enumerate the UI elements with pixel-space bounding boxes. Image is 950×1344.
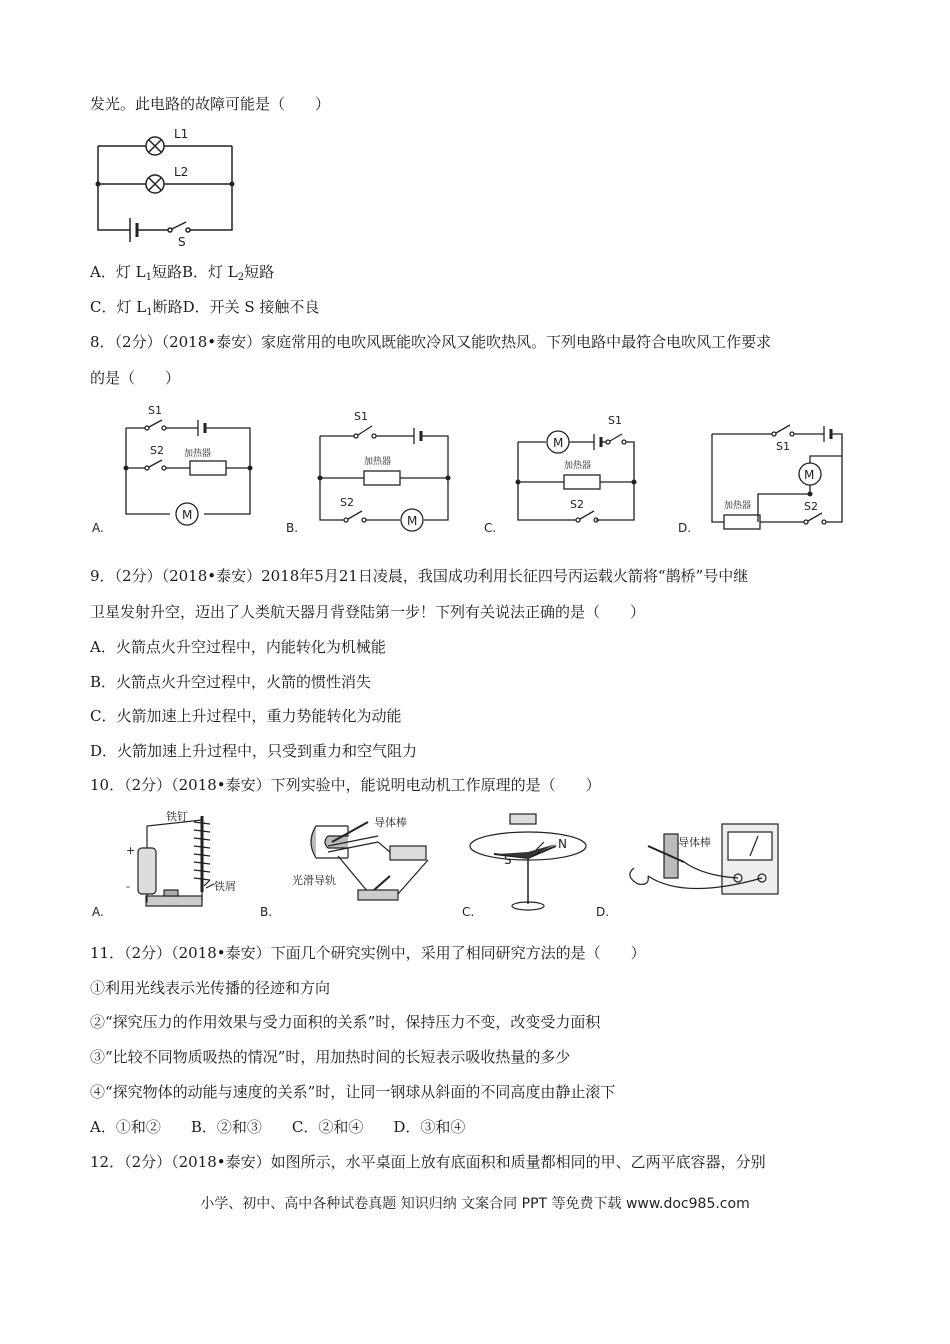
q8-c-s1: S1: [608, 414, 622, 427]
q8-d-motor: M: [804, 468, 815, 482]
q8-d-s1: S1: [776, 440, 790, 453]
page-footer: 小学、初中、高中各种试卷真题 知识归纳 文案合同 PPT 等免费下载 www.doc985.com: [200, 1196, 750, 1212]
q8-d-s2: S2: [804, 500, 818, 513]
q11-stem: 11．（2分）（2018•泰安）下面几个研究实例中，采用了相同研究方法的是（ ）: [90, 944, 646, 962]
q9-option-a: A．火箭点火升空过程中，内能转化为机械能: [90, 638, 386, 656]
q8-b-label: B.: [286, 521, 299, 535]
q8-figure-a: [90, 398, 270, 536]
q10-c-label: C.: [462, 905, 475, 919]
q9-option-b: B．火箭点火升空过程中，火箭的惯性消失: [90, 673, 372, 691]
q8-a-s1: S1: [148, 404, 162, 417]
q10-b-rod: 导体棒: [374, 816, 407, 829]
q8-a-motor: M: [182, 508, 193, 522]
q8-c-s2: S2: [570, 498, 584, 511]
q7-option-ab: A．灯 $L_1$短路B．灯 $L_2$短路: [90, 263, 275, 283]
q10-c-s: S: [504, 853, 512, 867]
q10-figure-c: [460, 806, 610, 922]
q7-fig-s: S: [178, 235, 186, 248]
q10-a-plus: +: [126, 844, 136, 857]
q11-options: A．①和② B．②和③ C．②和④ D．③和④: [90, 1118, 466, 1136]
q7-stem-tail: 发光。此电路的故障可能是（ ）: [90, 95, 331, 113]
q10-figure-d: [594, 806, 794, 922]
q8-figure-c: [482, 398, 662, 536]
q10-a-filings: 铁屑: [214, 880, 236, 893]
q8-c-heater: 加热器: [564, 461, 592, 471]
q10-b-label: B.: [260, 905, 273, 919]
q7-option-cd: C．灯 $L_1$断路D．开关 S 接触不良: [90, 298, 320, 318]
q8-figure-d: [676, 398, 856, 536]
q8-d-label: D.: [678, 521, 692, 535]
q8-b-s2: S2: [340, 496, 354, 509]
q10-c-n: N: [558, 837, 567, 851]
q8-a-heater: 加热器: [184, 449, 212, 459]
q11-item-3: ③“比较不同物质吸热的情况”时，用加热时间的长短表示吸收热量的多少: [90, 1048, 571, 1066]
q7-fig-l2: L2: [174, 165, 189, 179]
q8-c-label: C.: [484, 521, 497, 535]
q9-option-c: C．火箭加速上升过程中，重力势能转化为动能: [90, 707, 402, 725]
q11-item-2: ②“探究压力的作用效果与受力面积的关系”时，保持压力不变，改变受力面积: [90, 1013, 601, 1031]
q8-c-motor: M: [553, 436, 564, 450]
q11-item-4: ④“探究物体的动能与速度的关系”时，让同一钢球从斜面的不同高度由静止滚下: [90, 1083, 616, 1101]
q9-stem-line2: 卫星发射升空，迈出了人类航天器月背登陆第一步！下列有关说法正确的是（ ）: [90, 603, 646, 621]
q10-figure-a: [90, 806, 273, 922]
q8-stem-line1: 8．（2分）（2018•泰安）家庭常用的电吹风既能吹冷风又能吹热风。下列电路中最符合电吹风工作要求: [90, 333, 772, 351]
q10-d-rod: 导体棒: [678, 836, 711, 849]
q7-circuit-figure: [90, 118, 250, 248]
q12-stem: 12．（2分）（2018•泰安）如图所示，水平桌面上放有底面积和质量都相同的甲、乙两平底容器，分别: [90, 1153, 766, 1171]
q9-option-d: D．火箭加速上升过程中，只受到重力和空气阻力: [90, 742, 418, 760]
q8-a-label: A.: [92, 521, 104, 535]
q8-a-s2: S2: [150, 444, 164, 457]
q8-b-heater: 加热器: [364, 457, 392, 467]
q8-stem-line2: 的是（ ）: [90, 369, 181, 387]
q11-item-1: ①利用光线表示光传播的径迹和方向: [90, 979, 331, 997]
q7-fig-l1: L1: [174, 127, 189, 141]
q10-b-rail: 光滑导轨: [292, 874, 336, 887]
q9-stem-line1: 9．（2分）（2018•泰安）2018年5月21日凌晨，我国成功利用长征四号丙运载火箭将“鹊桥”号中继: [90, 567, 749, 585]
q8-b-motor: M: [407, 514, 418, 528]
q8-d-heater: 加热器: [724, 501, 752, 511]
q10-stem: 10．（2分）（2018•泰安）下列实验中，能说明电动机工作原理的是（ ）: [90, 776, 601, 794]
q10-figure-b: [258, 806, 448, 922]
q10-a-minus: -: [126, 880, 130, 893]
q10-a-label: A.: [92, 905, 104, 919]
q10-a-nail: 铁钉: [166, 810, 188, 823]
q8-figure-b: [284, 398, 464, 536]
q8-b-s1: S1: [354, 410, 368, 423]
q10-d-label: D.: [596, 905, 610, 919]
